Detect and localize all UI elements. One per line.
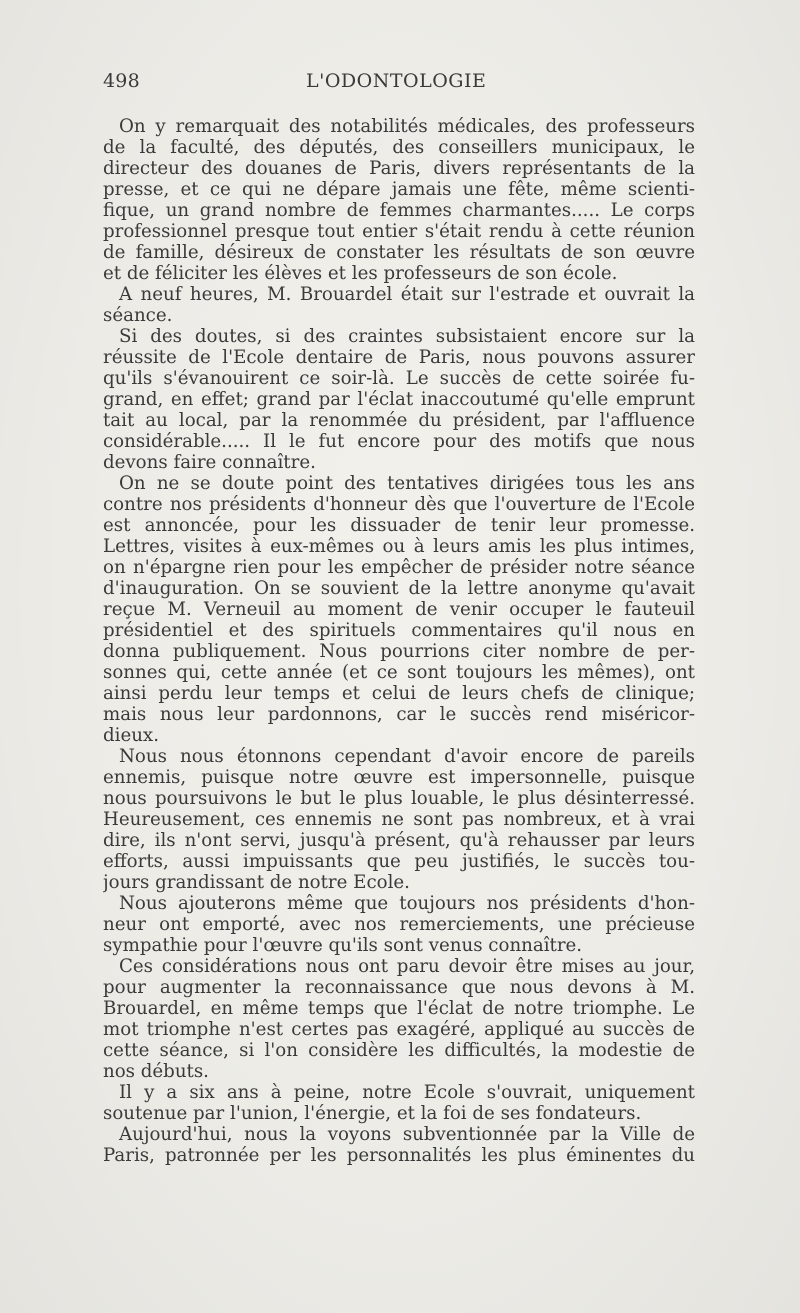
- text-line: Paris, patronnée per les personnalités les plus éminentes du: [103, 1145, 695, 1166]
- text-line: présidentiel et des spirituels commentaires qu'il nous en: [103, 620, 695, 641]
- text-line: efforts, aussi impuissants que peu justifiés, le succès tou-: [103, 851, 695, 872]
- text-line: ennemis, puisque notre œuvre est impersonnelle, puisque: [103, 767, 695, 788]
- text-line: Ces considérations nous ont paru devoir être mises au jour,: [119, 956, 695, 977]
- text-line: neur ont emporté, avec nos remerciements, une précieuse: [103, 914, 695, 935]
- text-line: directeur des douanes de Paris, divers représentants de la: [103, 158, 695, 179]
- text-line: pour augmenter la reconnaissance que nous devons à M.: [103, 977, 695, 998]
- text-line: On ne se doute point des tentatives dirigées tous les ans: [119, 473, 695, 494]
- text-line: d'inauguration. On se souvient de la lettre anonyme qu'avait: [103, 578, 695, 599]
- text-line: Si des doutes, si des craintes subsistaient encore sur la: [119, 326, 695, 347]
- text-line: sonnes qui, cette année (et ce sont toujours les mêmes), ont: [103, 662, 695, 683]
- text-line: Aujourd'hui, nous la voyons subventionnée par la Ville de: [119, 1124, 695, 1145]
- text-line: professionnel presque tout entier s'était rendu à cette réunion: [103, 221, 695, 242]
- body-text: [103, 116, 695, 1166]
- text-line: réussite de l'Ecole dentaire de Paris, nous pouvons assurer: [103, 347, 695, 368]
- text-line: Nous ajouterons même que toujours nos présidents d'hon-: [119, 893, 695, 914]
- running-head: [103, 70, 695, 100]
- text-line: Il y a six ans à peine, notre Ecole s'ouvrait, uniquement: [119, 1082, 695, 1103]
- text-line: On y remarquait des notabilités médicales, des professeurs: [119, 116, 695, 137]
- text-line: on n'épargne rien pour les empêcher de présider notre séance: [103, 557, 695, 578]
- text-line: cette séance, si l'on considère les difficultés, la modestie de: [103, 1040, 695, 1061]
- text-line: de famille, désireux de constater les résultats de son œuvre: [103, 242, 695, 263]
- text-line: séance.: [103, 305, 173, 326]
- text-line: fique, un grand nombre de femmes charmantes..... Le corps: [103, 200, 695, 221]
- text-line: dieux.: [103, 725, 159, 746]
- text-line: tait au local, par la renommée du président, par l'affluence: [103, 410, 695, 431]
- text-line: Nous nous étonnons cependant d'avoir encore de pareils: [119, 746, 695, 767]
- text-line: de la faculté, des députés, des conseillers municipaux, le: [103, 137, 695, 158]
- text-line: grand, en effet; grand par l'éclat inaccoutumé qu'elle emprunt: [103, 389, 695, 410]
- text-line: devons faire connaître.: [103, 452, 316, 473]
- text-line: dire, ils n'ont servi, jusqu'à présent, qu'à rehausser par leurs: [103, 830, 695, 851]
- text-line: est annoncée, pour les dissuader de tenir leur promesse.: [103, 515, 695, 536]
- text-line: sympathie pour l'œuvre qu'ils sont venus connaître.: [103, 935, 583, 956]
- text-line: A neuf heures, M. Brouardel était sur l'estrade et ouvrait la: [119, 284, 695, 305]
- text-line: reçue M. Verneuil au moment de venir occuper le fauteuil: [103, 599, 695, 620]
- text-line: ainsi perdu leur temps et celui de leurs chefs de clinique;: [103, 683, 695, 704]
- text-line: donna publiquement. Nous pourrions citer nombre de per-: [103, 641, 695, 662]
- text-line: qu'ils s'évanouirent ce soir-là. Le succès de cette soirée fu-: [103, 368, 695, 389]
- text-line: et de féliciter les élèves et les professeurs de son école.: [103, 263, 618, 284]
- text-line: considérable..... Il le fut encore pour des motifs que nous: [103, 431, 695, 452]
- text-line: nous poursuivons le but le plus louable, le plus désinterressé.: [103, 788, 695, 809]
- text-line: soutenue par l'union, l'énergie, et la foi de ses fondateurs.: [103, 1103, 642, 1124]
- text-line: mais nous leur pardonnons, car le succès rend miséricor-: [103, 704, 695, 725]
- text-line: contre nos présidents d'honneur dès que l'ouverture de l'Ecole: [103, 494, 695, 515]
- text-line: Lettres, visites à eux-mêmes ou à leurs amis les plus intimes,: [103, 536, 695, 557]
- text-line: nos débuts.: [103, 1061, 209, 1082]
- text-line: Brouardel, en même temps que l'éclat de notre triomphe. Le: [103, 998, 695, 1019]
- text-line: Heureusement, ces ennemis ne sont pas nombreux, et à vrai: [103, 809, 695, 830]
- text-line: presse, et ce qui ne dépare jamais une fête, même scienti-: [103, 179, 695, 200]
- text-line: mot triomphe n'est certes pas exagéré, appliqué au succès de: [103, 1019, 695, 1040]
- text-line: jours grandissant de notre Ecole.: [103, 872, 410, 893]
- page-number: 498: [103, 70, 140, 92]
- journal-title: L'ODONTOLOGIE: [306, 70, 487, 92]
